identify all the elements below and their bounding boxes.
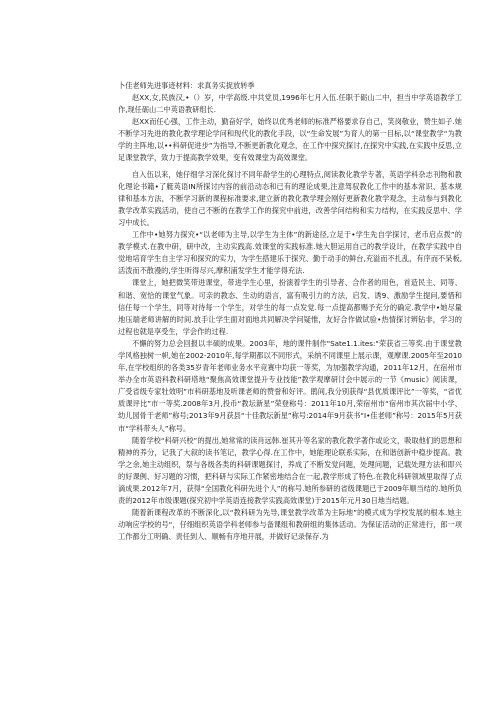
paragraph-3: 自入伍以来，她仔细学习深化探讨不同年龄学生的心理特点,阅读教化教学专著，英语学科杂志刊物和教化理论书籍•了艇英语IN所探讨内容的前沿动态和已有的理论成果,注意驾驭教化工作中的基本常识、基本规律和基本方法，不断学习新的课程标准要求,建立新的教化教学理会刚好更新教化教学观念，主动参与到教化教学改革实践活动，使自己不断的在教学工作的探究中前进，改善学问结构和实力结构，在实践反思中、学习中成长。 — [118, 169, 462, 227]
paragraph-6: 不懈的努力总会回报以丰硕的成果。2003年，地的课件制作"Sate1.1.ites:"荣获省三等奖.由于课堂教学风格独树一帜,她在2002-2010年,每学期都以不同形式，采纳不同课里上展示课，观摩课.2005年至2010年,在学校组织的各类35岁青年老师业务水平竞赛中均获一等奖，为加强教学沟通，2011年12月，在宿州市举办全市英语科教科研塔地“聚焦高效课堂提升专业技能”教学观摩研讨会中展示的一节《music》阅读课，广受省级专家牡效明”市科研基地及听课老师的赞誉和好评。鹃间,我分别获得“县优质课评比”一等奖，“省优质课评比”市一等奖.2008年3月,投币“教坛新星”荣登称号：2011年10月,荣宿州市“宿州市其次届中小学、幼儿园骨干老师”称号;2013年9月获县“十佳教坛新星”称号:2014年9月获书“I•佳老师”称号：2015年5月获市“学科带头人”称号。 — [118, 338, 462, 433]
paragraph-8: 随着新课程改革的不断深化,以“教科研为先导,课堂教学改革为主际地”的模式成为学校发展的根本.她主动响应学校的号“，仔细组织英语学科老师参与备课组和教研组的集体活动。为保证活动的正常进行，郎一项工作都分工明确、责任到人、顺畅有序地开展，并做好记录保存.为 — [118, 508, 462, 542]
paragraph-4: 工作中•她努力探究•“以老师为主导,以学生为主体”的新途径,立足于•学生先自学探讨，老币启点拨”的教学模式.在教中研，研中改，主动实践高.效课堂的实践标准.她大胆运用自己的教学设计，在教学实践中自觉地培育学生自主学习和探究的实力，为学生搭建乐于探究、勤于动手的鲜台,充溢而不扎乱，有序而不呆板,活泼而不散漫的,学生听得尽兴,摩积浦发学生才能学得充法. — [118, 230, 462, 276]
paragraph-1: 赵XX,女,民族汉,•（）岁，中学高级.中共党员,1996年七月入伍.任职于砺山二中，担当中学英语教学工作,现任砺山二中英语教研组长. — [118, 93, 462, 115]
paragraph-7: 随着学校“科研兴校”的提出,她常常的读肖远韩.崔其升等名家的教化教学著作或论文，吸取他们的思想和精神的养分，记我了大叙的读书笔记，教学心得.在工作中，她能理论联系实际，在和谐创新中稳步提高。教学之余,她主动组织，祭与各级各类的科研课题探讨，养成了不断发觉问题，处理问题，记载处理方法和即兴的好课例、好习题的习惯，把科研与实际工作紧密地结合在一起,教学形成了特色.在教化科研领域里取得了点滴成果.2012年7月，获得“全国教化科研先进个人”的称号.她所参研的省级课题已于2009年顺当结的.她所负责的2012年市级课题(探究初中学英语连接教学实践高效课堂)于2015年元月30日地当结题。 — [118, 435, 462, 506]
paragraph-2: 赵XX而任心强，工作主动，勤奋好学，始终以优秀老师的标准严格要求存自己，笑岗敬业，赞生如子.她不断学习先进的教化教学理论学问和现代化的教化手段，以“生命发展”为育人的第一目标,以“课堂教学“为教学的主阵地,以••科研促进步”为指导,不断更新教化观念，在工作中探究探讨,在探究中实践,在实践中反思,立足课堂教学，致力于提高教学效果，变有效课堂为高效课堂。 — [118, 117, 462, 163]
document-title: 卜佳老师先进事迹材料：求真务实捉放转季 — [118, 81, 255, 90]
paragraph-5: 课堂上，她把微笑带进课堂，带进学生心里，扮演着学生的引导者、合作者的用色，首造民主、同等、和谐、宽恰的课堂气象。可亲的教态、生动的语言，富有吸引力的方法，启发、诱9、激励学生提问,要惜和信任每一个学生，同等对待每一个学生，对学生的每一点发觉.每一点提高都赐予充分的确定.教学中•她尽量地压端老师讲解的时间.放手让学生面对面地共同解决学问疑惟，友好合作做试验•热情探讨辨钻非，学习的过程也就是享受生，学会作的过程. — [118, 278, 462, 336]
